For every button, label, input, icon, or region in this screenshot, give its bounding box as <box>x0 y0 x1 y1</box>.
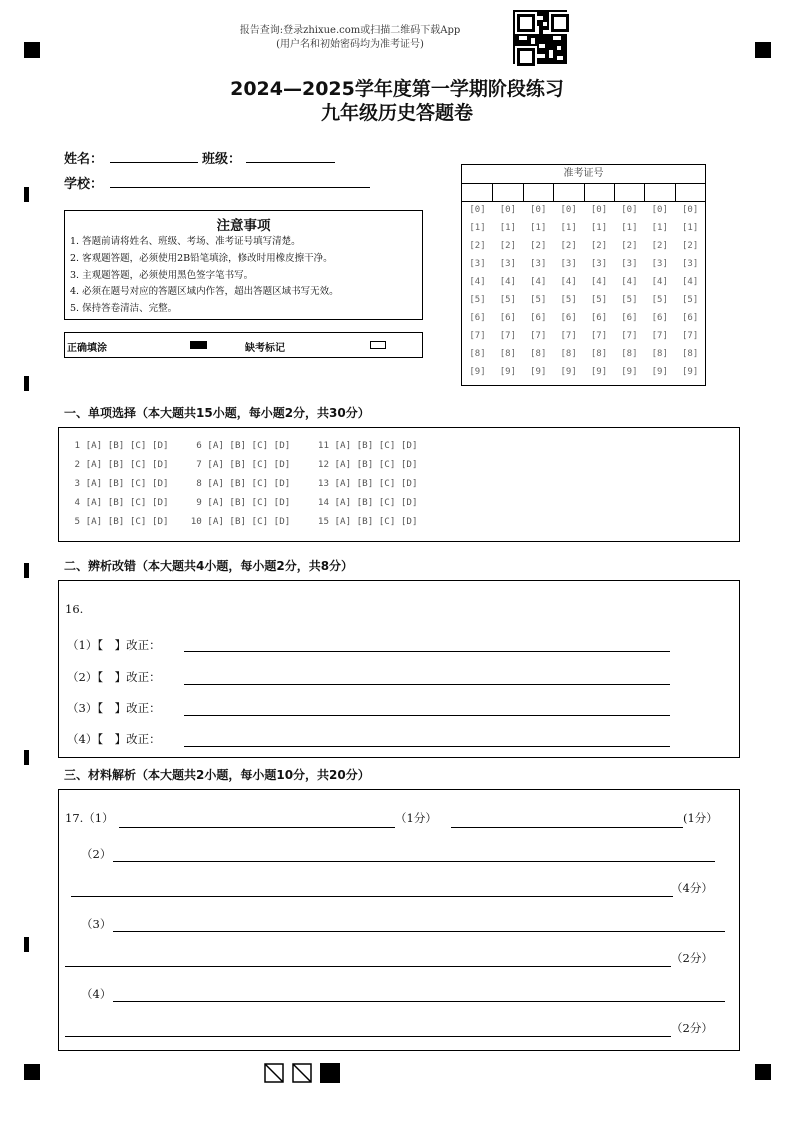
exam-id-bubble[interactable]: [0] <box>590 205 608 215</box>
exam-id-bubble[interactable]: [2] <box>621 241 638 251</box>
absent-mark-box[interactable] <box>370 341 386 349</box>
score-label: （4分） <box>671 881 713 895</box>
notice-box <box>64 210 423 320</box>
exam-id-column-divider <box>675 183 676 201</box>
exam-id-column-divider <box>553 183 554 201</box>
exam-id-bubble[interactable]: [9] <box>499 367 516 377</box>
score-label: （2分） <box>671 951 713 965</box>
exam-id-bubble[interactable]: [0] <box>560 205 577 215</box>
exam-id-bubble[interactable]: [0] <box>499 205 516 215</box>
page-marker-slash-icon <box>264 1063 284 1083</box>
section3-heading: 三、材料解析（本大题共2小题，每小题10分，共20分） <box>64 768 370 782</box>
section1-heading: 一、单项选择（本大题共15小题，每小题2分，共30分） <box>64 406 370 420</box>
exam-id-bubble[interactable]: [2] <box>469 241 486 251</box>
side-mark <box>24 937 29 952</box>
exam-id-bubble[interactable]: [4] <box>499 277 516 287</box>
exam-id-bubble[interactable]: [0] <box>681 205 699 215</box>
exam-id-bubble[interactable]: [3] <box>530 259 547 269</box>
class-label: 班级： <box>202 152 242 167</box>
corner-mark-top-right <box>755 42 771 58</box>
exam-id-bubble[interactable]: [1] <box>681 223 699 233</box>
correction-answer-line[interactable] <box>184 715 670 716</box>
exam-id-bubble[interactable]: [1] <box>590 223 608 233</box>
choice-row[interactable]: 2 [A] [B] [C] [D] 7 [A] [B] [C] [D] 12 [A] [B] [C] [D] <box>69 459 418 470</box>
choice-row[interactable]: 1 [A] [B] [C] [D] 6 [A] [B] [C] [D] 11 [A] [B] [C] [D] <box>69 440 418 451</box>
question-17-part2-label: （2） <box>81 847 112 861</box>
side-mark <box>24 563 29 578</box>
question-17-part4-label: （4） <box>81 987 112 1001</box>
name-label: 姓名： <box>64 152 104 167</box>
exam-id-bubble[interactable]: [1] <box>499 223 516 233</box>
exam-id-bubble[interactable]: [8] <box>681 349 699 359</box>
exam-id-bubble[interactable]: [3] <box>621 259 638 269</box>
report-query-line: 报告查询:登录zhixue.com或扫描二维码下载App <box>239 25 461 36</box>
exam-id-bubble[interactable]: [8] <box>530 349 547 359</box>
choice-row[interactable]: 3 [A] [B] [C] [D] 8 [A] [B] [C] [D] 13 [A] [B] [C] [D] <box>69 478 418 489</box>
page-marker-slash-icon <box>292 1063 312 1083</box>
exam-id-bubble[interactable]: [0] <box>651 205 668 215</box>
exam-id-bubble[interactable]: [8] <box>590 349 608 359</box>
exam-id-bubble[interactable]: [9] <box>621 367 638 377</box>
name-field[interactable] <box>110 162 198 163</box>
question-16-number: 16. <box>65 602 84 616</box>
exam-id-bubble[interactable]: [6] <box>590 313 608 323</box>
exam-id-bubble[interactable]: [6] <box>651 313 668 323</box>
fill-legend-box <box>64 332 423 358</box>
paper-title: 九年级历史答题卷 <box>320 102 473 124</box>
answer-line[interactable] <box>451 827 683 828</box>
exam-id-bubble[interactable]: [4] <box>530 277 547 287</box>
exam-id-bubble[interactable]: [7] <box>621 331 638 341</box>
notice-item: 2. 客观题答题，必须使用2B铅笔填涂，修改时用橡皮擦干净。 <box>70 252 333 264</box>
exam-id-bubble[interactable]: [7] <box>590 331 608 341</box>
exam-id-bubble[interactable]: [4] <box>681 277 699 287</box>
correction-answer-line[interactable] <box>184 746 670 747</box>
side-mark <box>24 376 29 391</box>
exam-id-bubble[interactable]: [8] <box>560 349 577 359</box>
exam-id-bubble[interactable]: [9] <box>560 367 577 377</box>
corner-mark-top-left <box>24 42 40 58</box>
exam-id-bubble[interactable]: [1] <box>530 223 547 233</box>
exam-id-grid <box>461 164 706 386</box>
side-mark <box>24 187 29 202</box>
correct-fill-sample <box>190 341 207 349</box>
exam-id-bubble[interactable]: [5] <box>560 295 577 305</box>
exam-id-column-divider <box>584 183 585 201</box>
exam-id-bubble[interactable]: [3] <box>560 259 577 269</box>
exam-id-bubble[interactable]: [6] <box>499 313 516 323</box>
exam-id-bubble[interactable]: [2] <box>560 241 577 251</box>
class-field[interactable] <box>246 162 335 163</box>
exam-id-bubble[interactable]: [8] <box>469 349 486 359</box>
exam-id-bubble[interactable]: [5] <box>651 295 668 305</box>
exam-id-bubble[interactable]: [0] <box>530 205 547 215</box>
choice-row[interactable]: 5 [A] [B] [C] [D] 10 [A] [B] [C] [D] 15 [A] [B] [C] [D] <box>69 516 418 527</box>
corner-mark-bottom-right <box>755 1064 771 1080</box>
login-hint-line: (用户名和初始密码均为准考证号) <box>276 39 424 50</box>
answer-line[interactable] <box>113 931 725 932</box>
exam-id-bubble[interactable]: [3] <box>499 259 516 269</box>
exam-id-bubble[interactable]: [5] <box>469 295 486 305</box>
exam-id-bubble[interactable]: [9] <box>681 367 699 377</box>
section3-box <box>58 789 740 1051</box>
corner-mark-bottom-left <box>24 1064 40 1080</box>
exam-id-column-divider <box>523 183 524 201</box>
exam-id-bubble[interactable]: [0] <box>621 205 638 215</box>
correction-answer-line[interactable] <box>184 651 670 652</box>
exam-id-bubble[interactable]: [5] <box>621 295 638 305</box>
exam-id-bubble[interactable]: [7] <box>560 331 577 341</box>
notice-title: 注意事项 <box>216 218 271 234</box>
exam-id-bubble[interactable]: [4] <box>621 277 638 287</box>
score-label: (1分） <box>683 811 718 825</box>
correction-item-label: （2）【 】改正： <box>67 670 161 684</box>
exam-id-bubble[interactable]: [3] <box>469 259 486 269</box>
score-label: （1分） <box>395 811 437 825</box>
exam-id-bubble[interactable]: [2] <box>499 241 516 251</box>
correction-answer-line[interactable] <box>184 684 670 685</box>
correction-item-label: （4）【 】改正： <box>67 732 161 746</box>
exam-id-bubble[interactable]: [6] <box>621 313 638 323</box>
answer-line[interactable] <box>119 827 395 828</box>
exam-id-column-divider <box>492 183 493 201</box>
exam-id-bubble[interactable]: [4] <box>560 277 577 287</box>
exam-id-bubble[interactable]: [2] <box>651 241 668 251</box>
exam-id-bubble[interactable]: [2] <box>590 241 608 251</box>
exam-id-bubble[interactable]: [8] <box>621 349 638 359</box>
exam-id-bubble[interactable]: [6] <box>560 313 577 323</box>
page-marker-solid <box>320 1063 340 1083</box>
exam-id-bubble[interactable]: [2] <box>530 241 547 251</box>
answer-line[interactable] <box>113 861 715 862</box>
exam-id-bubble[interactable]: [1] <box>621 223 638 233</box>
section2-box <box>58 580 740 758</box>
exam-id-column-divider <box>644 183 645 201</box>
exam-id-bubble[interactable]: [3] <box>681 259 699 269</box>
correct-fill-label: 正确填涂 <box>67 343 107 354</box>
exam-id-bubble[interactable]: [1] <box>651 223 668 233</box>
exam-id-bubble[interactable]: [7] <box>530 331 547 341</box>
exam-id-bubble[interactable]: [4] <box>651 277 668 287</box>
question-17-part1-label: 17.（1） <box>65 811 114 825</box>
exam-id-bubble[interactable]: [8] <box>651 349 668 359</box>
exam-id-bubble[interactable]: [7] <box>499 331 516 341</box>
exam-id-bubble[interactable]: [5] <box>530 295 547 305</box>
exam-id-bubble[interactable]: [3] <box>590 259 608 269</box>
exam-id-column-divider <box>614 183 615 201</box>
exam-id-bubble[interactable]: [5] <box>681 295 699 305</box>
answer-line[interactable] <box>113 1001 725 1002</box>
answer-line[interactable] <box>71 896 673 897</box>
notice-item: 5. 保持答卷清洁、完整。 <box>70 303 178 315</box>
correction-item-label: （1）【 】改正： <box>67 638 161 652</box>
exam-id-bubble[interactable]: [2] <box>681 241 699 251</box>
exam-id-bubble[interactable]: [9] <box>469 367 486 377</box>
school-field[interactable] <box>110 187 370 188</box>
exam-id-bubble[interactable]: [6] <box>469 313 486 323</box>
exam-id-bubble[interactable]: [0] <box>469 205 486 215</box>
side-mark <box>24 750 29 765</box>
exam-id-bubble[interactable]: [6] <box>530 313 547 323</box>
exam-id-bubble[interactable]: [7] <box>651 331 668 341</box>
school-label: 学校： <box>64 177 104 192</box>
notice-item: 3. 主观题答题，必须使用黑色签字笔书写。 <box>70 269 254 281</box>
qr-code-icon[interactable] <box>513 10 567 64</box>
exam-id-bubble[interactable]: [4] <box>590 277 608 287</box>
question-17-part3-label: （3） <box>81 917 112 931</box>
absent-mark-label: 缺考标记 <box>245 343 285 354</box>
exam-id-bubble[interactable]: [8] <box>499 349 516 359</box>
exam-id-bubble[interactable]: [5] <box>590 295 608 305</box>
correction-item-label: （3）【 】改正： <box>67 701 161 715</box>
exam-id-bubble[interactable]: [7] <box>681 331 699 341</box>
notice-item: 4. 必须在题号对应的答题区域内作答，超出答题区域书写无效。 <box>70 286 339 298</box>
exam-title: 2024—2025学年度第一学期阶段练习 <box>230 78 564 100</box>
exam-id-bubble[interactable]: [7] <box>469 331 486 341</box>
exam-id-title: 准考证号 <box>462 165 705 184</box>
exam-id-bubble[interactable]: [1] <box>469 223 486 233</box>
exam-id-bubble[interactable]: [6] <box>681 313 699 323</box>
exam-id-bubble[interactable]: [9] <box>590 367 608 377</box>
score-label: （2分） <box>671 1021 713 1035</box>
exam-id-bubble[interactable]: [5] <box>499 295 516 305</box>
choice-row[interactable]: 4 [A] [B] [C] [D] 9 [A] [B] [C] [D] 14 [A] [B] [C] [D] <box>69 497 418 508</box>
exam-id-bubble[interactable]: [9] <box>651 367 668 377</box>
exam-id-bubble[interactable]: [4] <box>469 277 486 287</box>
exam-id-bubble[interactable]: [1] <box>560 223 577 233</box>
section1-box <box>58 427 740 542</box>
answer-line[interactable] <box>65 966 671 967</box>
notice-item: 1. 答题前请将姓名、班级、考场、准考证号填写清楚。 <box>70 236 301 247</box>
section2-heading: 二、辨析改错（本大题共4小题，每小题2分，共8分） <box>64 559 354 573</box>
answer-line[interactable] <box>65 1036 671 1037</box>
exam-id-bubble[interactable]: [9] <box>530 367 547 377</box>
exam-id-bubble[interactable]: [3] <box>651 259 668 269</box>
